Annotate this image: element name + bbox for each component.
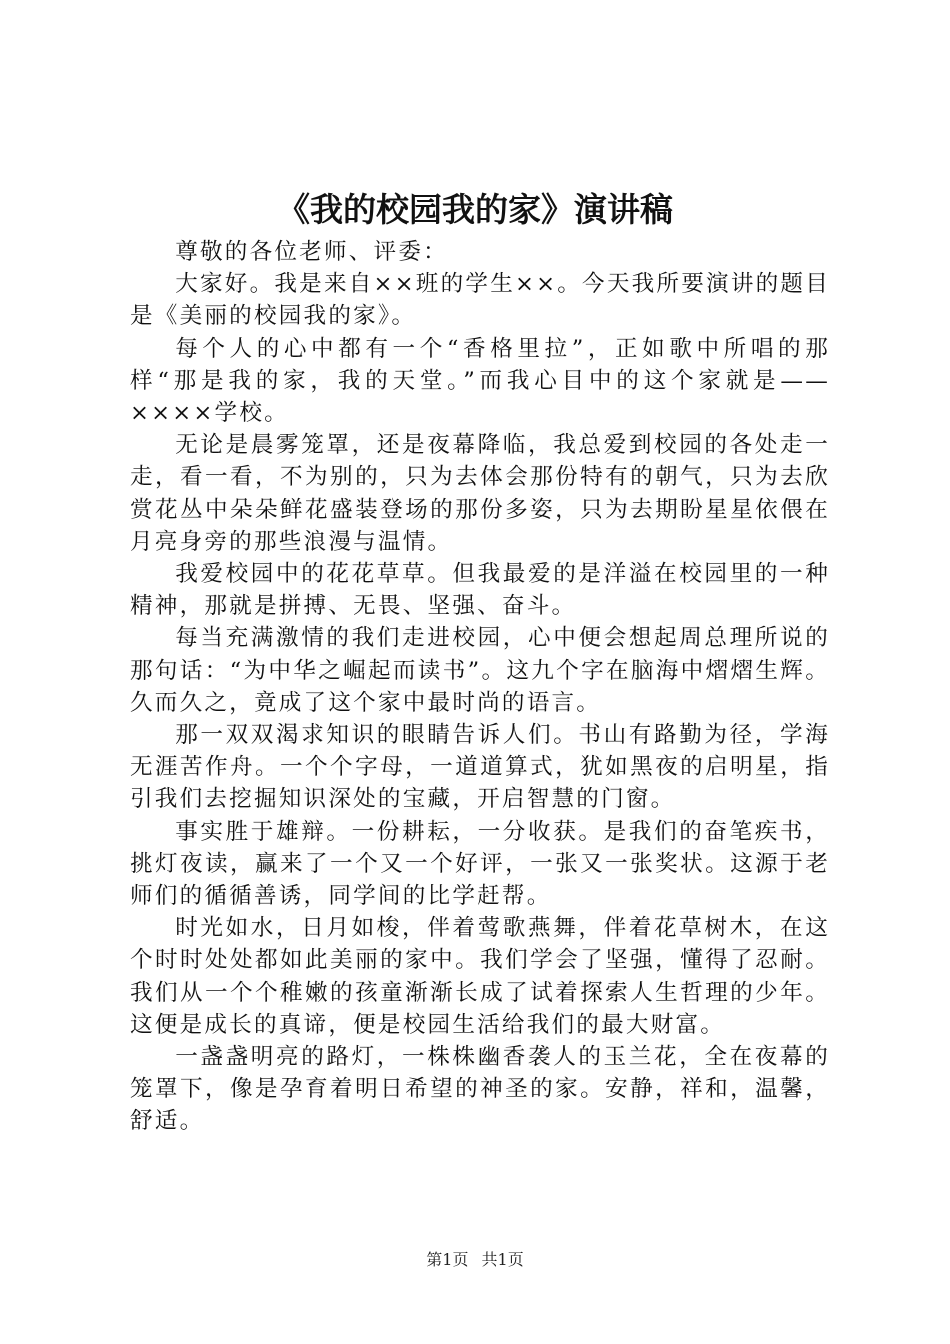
- paragraph: 无论是晨雾笼罩，还是夜幕降临，我总爱到校园的各处走一走，看一看，不为别的，只为去体会那份特有的朝气，只为去欣赏花丛中朵朵鲜花盛装登场的那份多姿，只为去期盼星星依偎在月亮身旁的那些浪漫与温情。: [130, 432, 830, 555]
- paragraph: 一盏盏明亮的路灯，一株株幽香袭人的玉兰花，全在夜幕的笼罩下，像是孕育着明日希望的神圣的家。安静，祥和，温馨，舒适。: [130, 1044, 830, 1135]
- paragraph: 那一双双渴求知识的眼睛告诉人们。书山有路勤为径，学海无涯苦作舟。一个个字母，一道道算式，犹如黑夜的启明星，指引我们去挖掘知识深处的宝藏，开启智慧的门窗。: [130, 722, 830, 813]
- page-number: 第1页: [426, 1250, 469, 1269]
- document-body: [130, 236, 830, 1138]
- paragraph: 每个人的心中都有一个“香格里拉”，正如歌中所唱的那样“那是我的家，我的天堂。”而我心目中的这个家就是——××××学校。: [130, 335, 830, 427]
- page-total: 共1页: [481, 1250, 524, 1269]
- paragraph: 每当充满激情的我们走进校园，心中便会想起周总理所说的那句话：“为中华之崛起而读书”。这九个字在脑海中熠熠生辉。久而久之，竟成了这个家中最时尚的语言。: [130, 625, 830, 716]
- paragraph: 大家好。我是来自××班的学生××。今天我所要演讲的题目是《美丽的校园我的家》。: [130, 271, 830, 330]
- paragraph: 我爱校园中的花花草草。但我最爱的是洋溢在校园里的一种精神，那就是拼搏、无畏、坚强、奋斗。: [130, 561, 830, 620]
- paragraph: 事实胜于雄辩。一份耕耘，一分收获。是我们的奋笔疾书，挑灯夜读，赢来了一个又一个好评，一张又一张奖状。这源于老师们的循循善诱，同学间的比学赶帮。: [130, 818, 830, 910]
- paragraph-salutation: 尊敬的各位老师、评委：: [175, 239, 448, 265]
- page-title: 《我的校园我的家》演讲稿: [277, 190, 673, 229]
- page-footer: [0, 1247, 950, 1270]
- paragraph: 时光如水，日月如梭，伴着莺歌燕舞，伴着花草树木，在这个时时处处都如此美丽的家中。我们学会了坚强，懂得了忍耐。我们从一个个稚嫩的孩童渐渐长成了试着探索人生哲理的少年。这便是成长的真谛，便是校园生活给我们的最大财富。: [130, 915, 830, 1038]
